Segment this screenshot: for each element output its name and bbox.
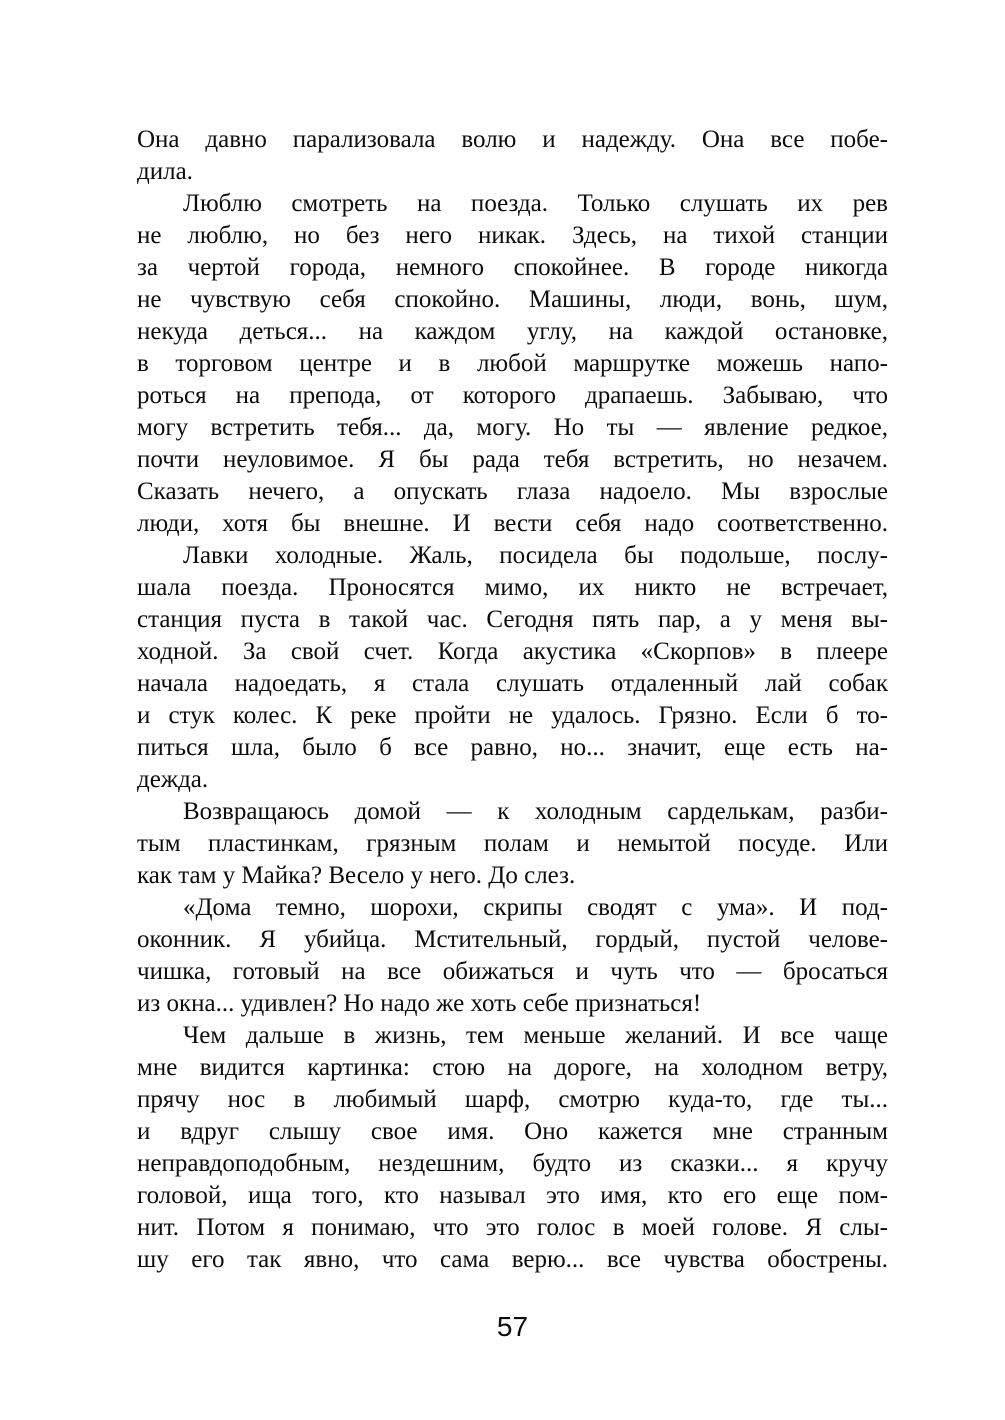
text-line: дила. [137, 158, 193, 185]
text-line: некуда деться... на каждом углу, на каждой остановке, [137, 318, 888, 345]
text-line: в торговом центре и в любой маршрутке можешь напо- [137, 350, 888, 377]
body-text [137, 124, 888, 1276]
text-line: могу встретить тебя... да, могу. Но ты — явление редкое, [137, 414, 888, 441]
text-line: из окна... удивлен? Но надо же хоть себе признаться! [137, 990, 702, 1017]
text-line: ходной. За свой счет. Когда акустика «Скорпов» в плеере [137, 638, 888, 665]
text-line: дежда. [137, 766, 209, 793]
text-line: мне видится картинка: стою на дороге, на холодном ветру, [137, 1054, 888, 1081]
text-line: Возвращаюсь домой — к холодным сарделькам, разби- [183, 798, 888, 825]
text-line: неправдоподобным, нездешним, будто из сказки... я кручу [137, 1150, 888, 1177]
text-line: нит. Потом я понимаю, что это голос в моей голове. Я слы- [137, 1214, 888, 1241]
text-line: Она давно парализовала волю и надежду. Она все побе- [137, 126, 888, 153]
text-line: оконник. Я убийца. Мстительный, гордый, пустой челове- [137, 926, 888, 953]
text-line: Лавки холодные. Жаль, посидела бы подольше, послу- [183, 542, 888, 569]
text-line: прячу нос в любимый шарф, смотрю куда-то, где ты... [137, 1086, 888, 1113]
text-line: и вдруг слышу свое имя. Оно кажется мне странным [137, 1118, 888, 1145]
text-line: и стук колес. К реке пройти не удалось. Грязно. Если б то- [137, 702, 888, 729]
text-line: Люблю смотреть на поезда. Только слушать их рев [183, 190, 888, 217]
text-line: шала поезда. Проносятся мимо, их никто не встречает, [137, 574, 888, 601]
text-line: чишка, готовый на все обижаться и чуть что — бросаться [137, 958, 888, 985]
text-line: не чувствую себя спокойно. Машины, люди, вонь, шум, [137, 286, 888, 313]
text-line: начала надоедать, я стала слушать отдаленный лай собак [137, 670, 888, 697]
page-number: 57 [496, 1311, 529, 1342]
text-line: головой, ища того, кто называл это имя, кто его еще пом- [137, 1182, 888, 1209]
text-line: станция пуста в такой час. Сегодня пять пар, а у меня вы- [137, 606, 888, 633]
text-line: Чем дальше в жизнь, тем меньше желаний. И все чаще [183, 1022, 888, 1049]
text-line: как там у Майка? Весело у него. До слез. [137, 862, 576, 889]
text-line: «Дома темно, шорохи, скрипы сводят с ума». И под- [183, 894, 888, 921]
text-line: шу его так явно, что сама верю... все чувства обострены. [137, 1246, 888, 1273]
text-line: тым пластинкам, грязным полам и немытой посуде. Или [137, 830, 888, 857]
text-line: люди, хотя бы внешне. И вести себя надо соответственно. [137, 510, 888, 537]
text-line: Сказать нечего, а опускать глаза надоело. Мы взрослые [137, 478, 888, 505]
text-line: не люблю, но без него никак. Здесь, на тихой станции [137, 222, 888, 249]
text-line: питься шла, было б все равно, но... значит, еще есть на- [137, 734, 888, 761]
text-line: за чертой города, немного спокойнее. В городе никогда [137, 254, 888, 281]
text-line: роться на препода, от которого драпаешь. Забываю, что [137, 382, 888, 409]
text-line: почти неуловимое. Я бы рада тебя встретить, но незачем. [137, 446, 888, 473]
